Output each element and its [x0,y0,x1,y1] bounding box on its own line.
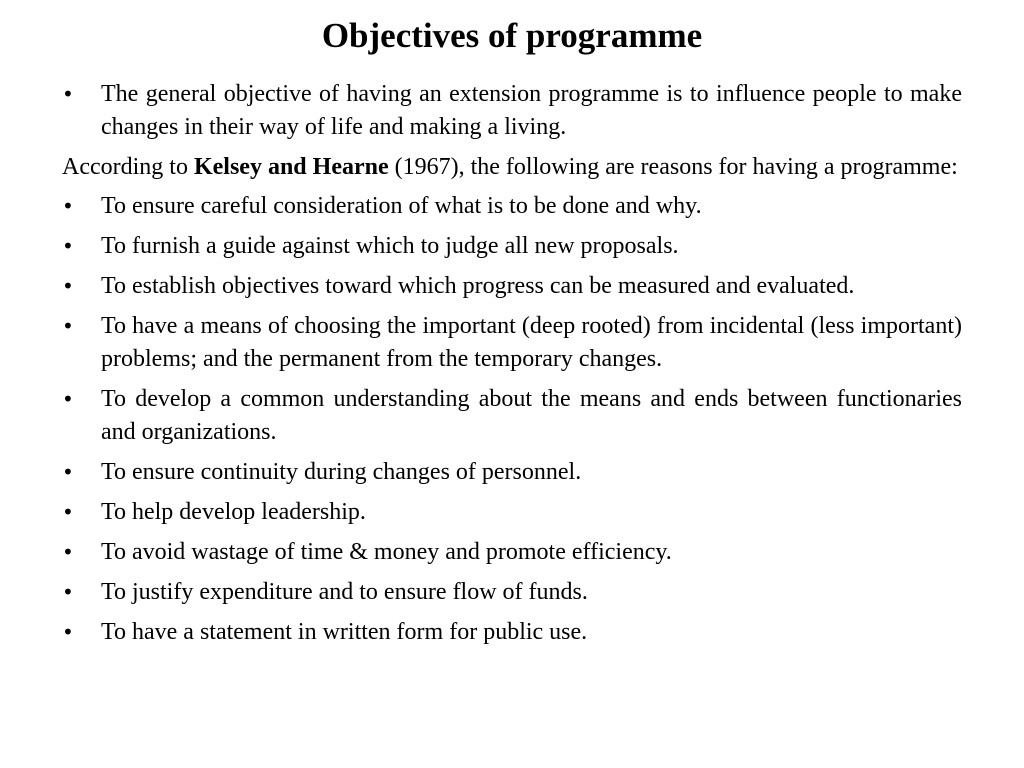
slide-content [62,78,962,656]
bullet-icon: • [62,620,74,644]
bullet-icon: • [62,314,74,338]
bullet-icon: • [62,500,74,524]
bullet-icon: • [62,274,74,298]
slide-title: Objectives of programme [321,16,703,55]
author-names: Kelsey and Hearne [193,154,389,180]
bullet-icon: • [62,194,74,218]
bullet-text: To furnish a guide against which to judge all new proposals. [101,233,679,259]
bullet-text: To justify expenditure and to ensure flow of funds. [101,579,588,605]
bullet-text: To ensure continuity during changes of personnel. [101,459,582,485]
bullet-icon: • [62,580,74,604]
bullet-item [62,536,962,569]
bullet-item [62,496,962,529]
bullet-item [62,576,962,609]
bullet-item [62,230,962,263]
bullet-item [62,616,962,649]
bullet-item [62,310,962,376]
bullet-text: To ensure careful consideration of what is to be done and why. [101,193,702,219]
bullet-text: The general objective of having an extension programme is to influence people to make changes in their way of life and making a living. [101,81,962,140]
bullet-item [62,270,962,303]
bullet-icon: • [62,460,74,484]
according-prefix: According to [62,154,194,180]
according-paragraph [62,151,962,184]
bullet-item [62,383,962,449]
bullet-icon: • [62,540,74,564]
bullet-icon: • [62,234,74,258]
according-suffix: (1967), the following are reasons for having a programme: [388,154,958,180]
bullet-item [62,78,962,144]
bullet-item [62,456,962,489]
bullet-text: To develop a common understanding about the means and ends between functionaries and organizations. [101,386,962,445]
bullet-icon: • [62,387,74,411]
bullet-text: To have a means of choosing the important (deep rooted) from incidental (less important) problems; and the permanent from the temporary changes. [101,313,962,372]
bullet-text: To establish objectives toward which progress can be measured and evaluated. [101,273,855,299]
bullet-text: To avoid wastage of time & money and promote efficiency. [101,539,672,565]
bullet-text: To help develop leadership. [101,499,366,525]
bullet-icon: • [62,82,74,106]
bullet-item [62,190,962,223]
bullet-text: To have a statement in written form for public use. [101,619,588,645]
